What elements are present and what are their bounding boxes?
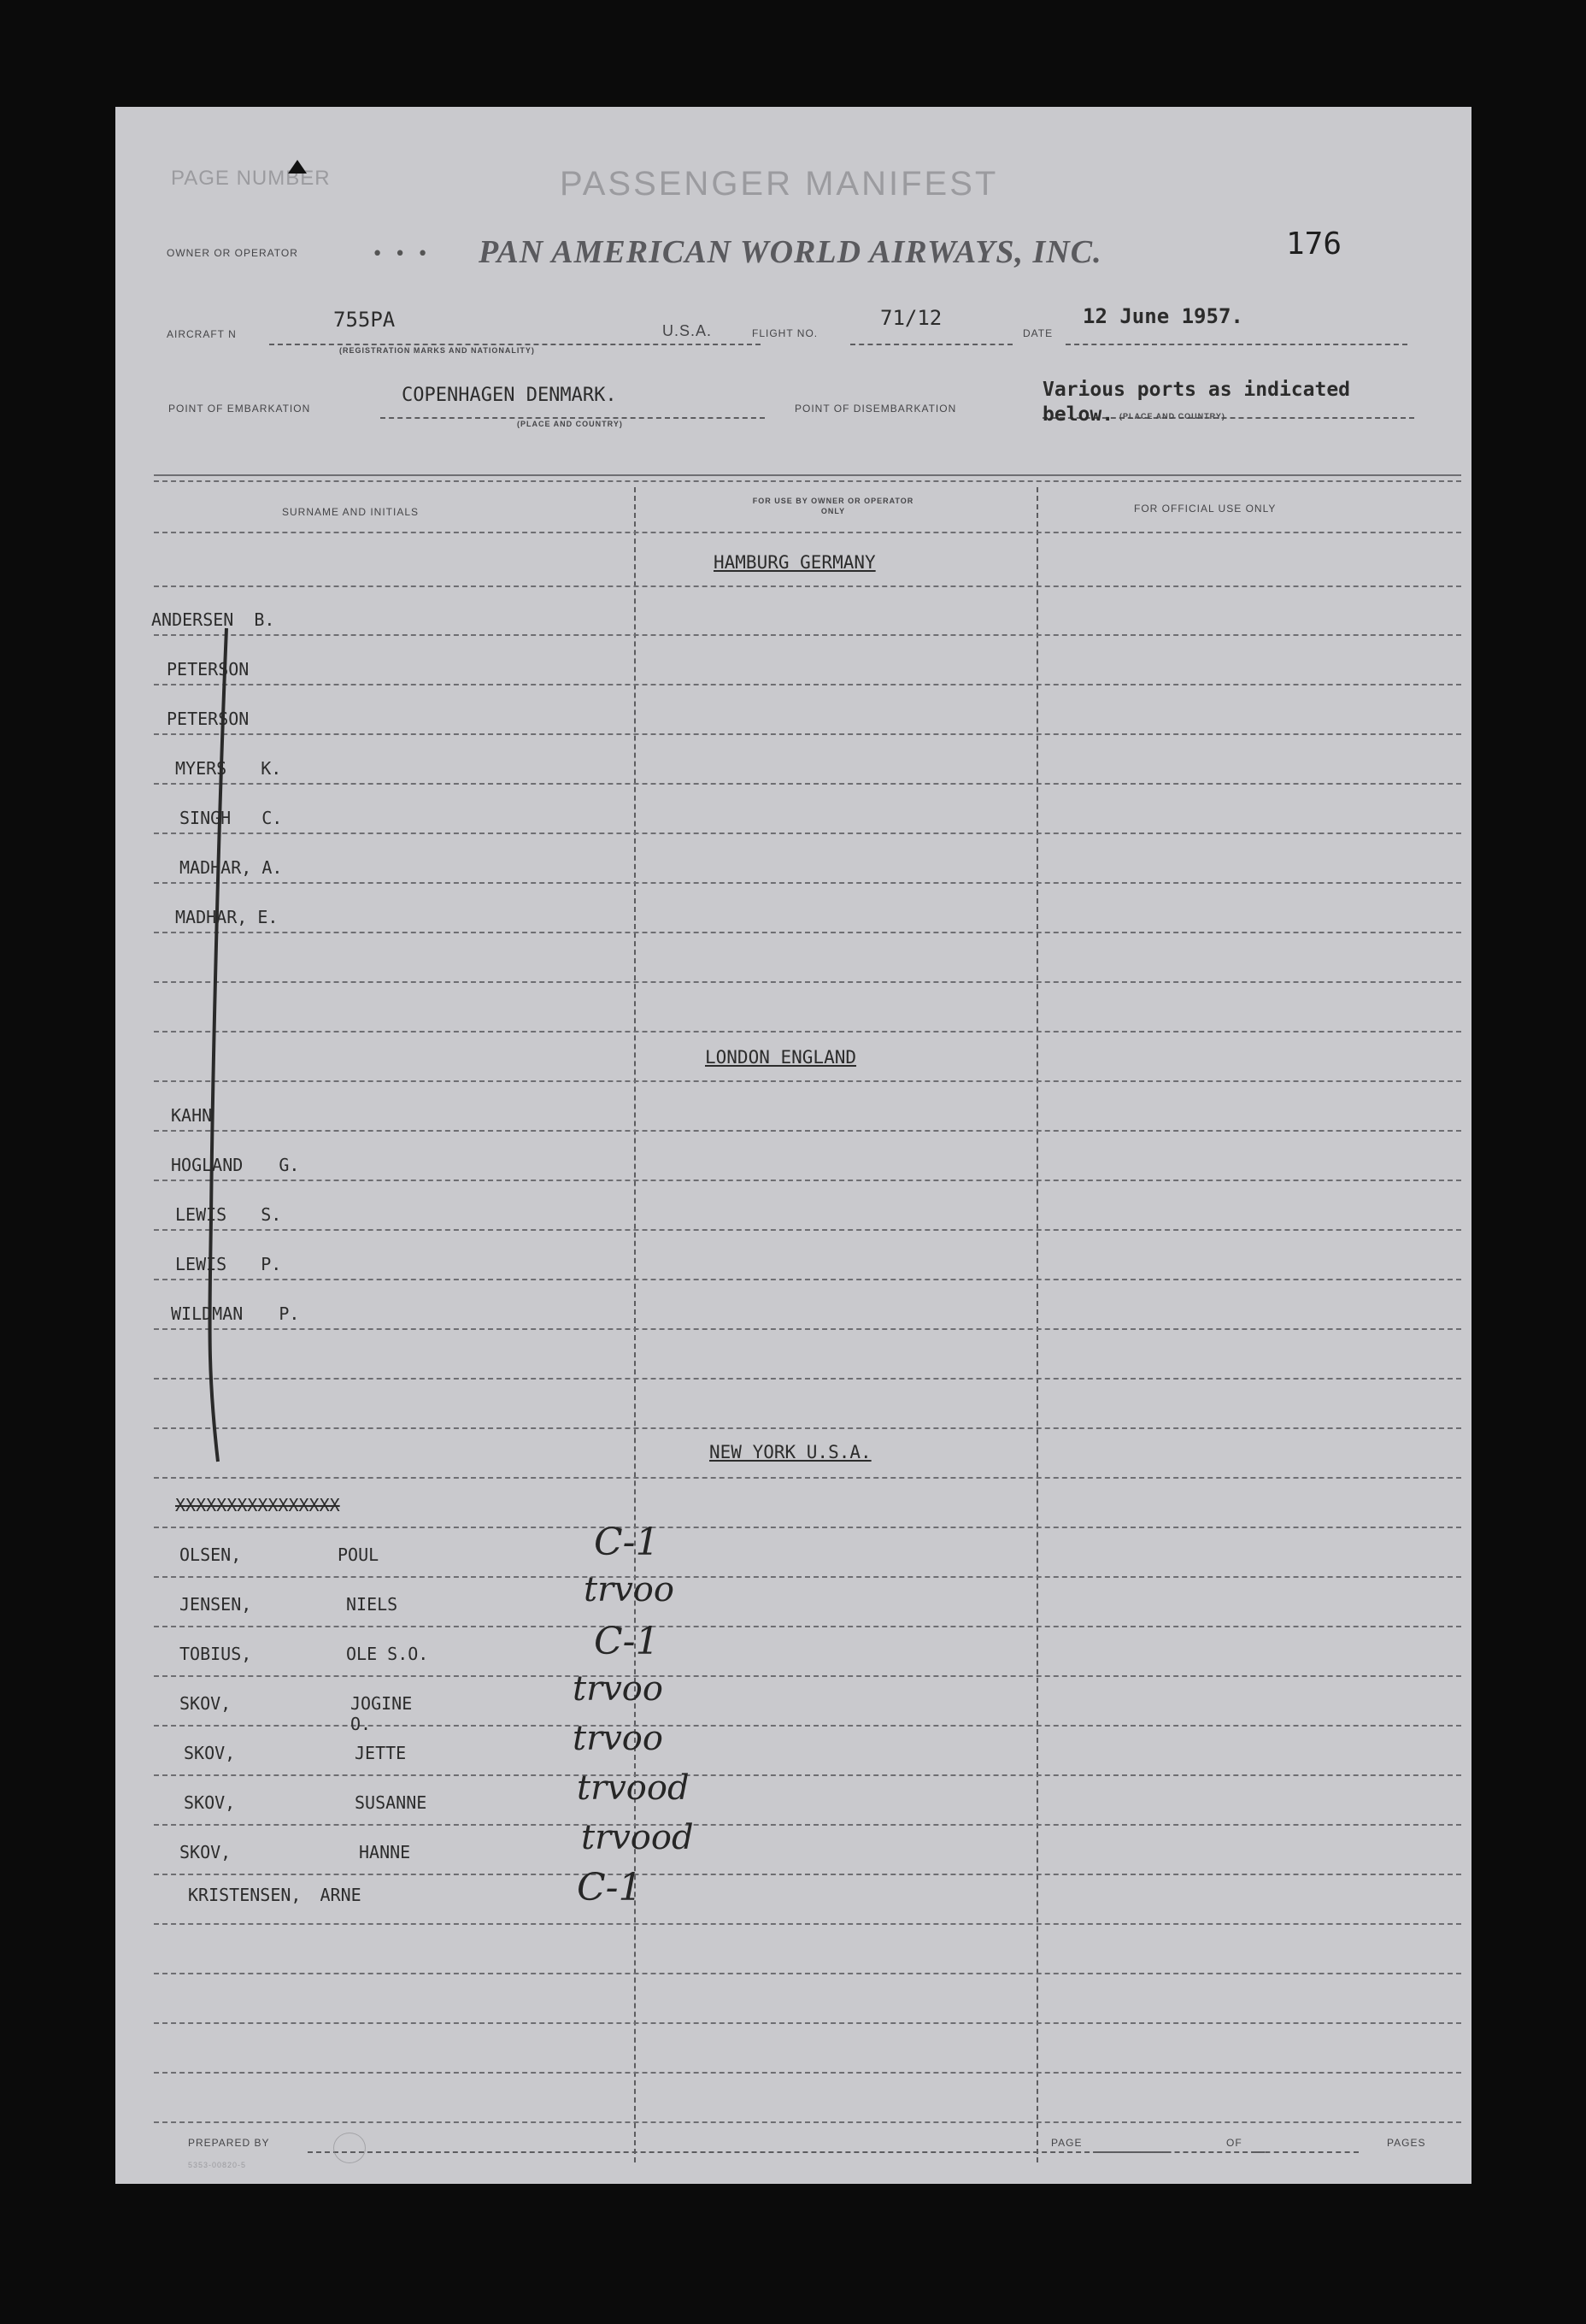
passenger-initials: A.: [261, 857, 283, 878]
handwritten-note: C-1: [577, 1866, 643, 1909]
row-rule: [154, 1031, 1461, 1033]
row-rule: [154, 1973, 1461, 1974]
row-rule: [154, 932, 1461, 933]
passenger-surname: OLSEN,: [179, 1544, 242, 1565]
row-rule: [154, 1180, 1461, 1181]
form-number: 5353-00820-5: [188, 2161, 247, 2169]
passenger-initials: SUSANNE: [355, 1792, 427, 1813]
row-rule: [154, 733, 1461, 735]
row-rule: [154, 1328, 1461, 1330]
page-label: PAGE: [1051, 2137, 1083, 2149]
handwritten-note: trvoo: [573, 1719, 663, 1758]
date-value: 12 June 1957.: [1083, 304, 1243, 328]
column-divider-1: [634, 487, 636, 2162]
passenger-initials: JOGINE O.: [350, 1693, 413, 1734]
passenger-surname: SINGH: [179, 808, 232, 828]
column-header-owner-use: FOR USE BY OWNER OR OPERATOR ONLY: [752, 497, 914, 515]
row-rule: [154, 1378, 1461, 1380]
owner-value: PAN AMERICAN WORLD AIRWAYS, INC.: [479, 234, 1102, 270]
handwritten-note: trvoo: [573, 1669, 663, 1709]
of-underline: [1256, 2151, 1359, 2153]
row-rule: [154, 684, 1461, 685]
passenger-surname: SKOV,: [184, 1792, 236, 1813]
passenger-surname: HOGLAND: [171, 1155, 244, 1175]
passenger-initials: E.: [257, 907, 279, 927]
passenger-initials: P.: [279, 1303, 300, 1324]
passenger-row: [179, 1693, 436, 1734]
row-rule: [154, 981, 1461, 983]
row-rule: [154, 2022, 1461, 2024]
of-label: OF: [1226, 2137, 1242, 2149]
passenger-surname: PETERSON: [167, 709, 250, 729]
passenger-surname: KAHN: [171, 1105, 213, 1126]
row-rule: [154, 585, 1461, 587]
table-top-rule: [154, 474, 1461, 476]
handwritten-note: trvoo: [584, 1570, 674, 1609]
disembarkation-value-1: Various ports as indicated: [1043, 379, 1351, 401]
bullet-marks: • • •: [372, 244, 429, 265]
row-rule: [154, 1427, 1461, 1429]
embarkation-underline: [380, 417, 765, 419]
passenger-initials: C.: [261, 808, 283, 828]
flight-label: FLIGHT NO.: [752, 327, 819, 339]
flight-underline: [850, 344, 1013, 345]
row-rule: [154, 1080, 1461, 1082]
handwritten-note: trvood: [577, 1768, 690, 1808]
date-underline: [1066, 344, 1407, 345]
row-rule: [154, 1626, 1461, 1627]
row-rule: [154, 532, 1461, 533]
form-title: PASSENGER MANIFEST: [560, 165, 999, 203]
row-rule: [154, 1675, 1461, 1677]
disembarkation-value-2: below.: [1043, 403, 1114, 426]
printer-seal-icon: [333, 2133, 366, 2163]
passenger-row: [179, 1594, 419, 1615]
row-rule: [154, 1576, 1461, 1578]
passenger-surname: ANDERSEN: [151, 609, 234, 630]
row-rule: [154, 1774, 1461, 1776]
section-heading-new-york: NEW YORK U.S.A.: [709, 1442, 872, 1462]
column-header-official-use: FOR OFFICIAL USE ONLY: [1134, 503, 1277, 515]
passenger-initials: S.: [261, 1204, 282, 1225]
page-number-stamp: PAGE NUMBER: [171, 167, 331, 190]
place-note-1: (PLACE AND COUNTRY): [517, 420, 623, 428]
passenger-surname: WILDMAN: [171, 1303, 244, 1324]
passenger-surname: SKOV,: [184, 1743, 236, 1763]
usa-label: U.S.A.: [662, 322, 713, 339]
passenger-initials: NIELS: [346, 1594, 398, 1615]
pages-label: PAGES: [1387, 2137, 1426, 2149]
passenger-initials: B.: [254, 609, 275, 630]
passenger-initials: JETTE: [355, 1743, 407, 1763]
row-rule: [154, 634, 1461, 636]
row-rule: [154, 1527, 1461, 1528]
row-rule: [154, 1279, 1461, 1280]
place-note-2: (PLACE AND COUNTRY): [1119, 412, 1225, 421]
passenger-row: [179, 1544, 419, 1565]
handwritten-note: trvood: [581, 1818, 694, 1857]
passenger-initials: POUL: [338, 1544, 379, 1565]
column-divider-2: [1037, 487, 1038, 2162]
passenger-surname: JENSEN,: [179, 1594, 252, 1615]
row-rule: [154, 1824, 1461, 1826]
section-heading-london: LONDON ENGLAND: [705, 1047, 857, 1068]
embarkation-value: COPENHAGEN DENMARK.: [402, 385, 617, 406]
manifest-sheet: [115, 107, 1471, 2184]
struck-out-line: XXXXXXXXXXXXXXXX: [175, 1495, 340, 1515]
date-label: DATE: [1023, 327, 1054, 339]
passenger-initials: ARNE: [320, 1885, 361, 1905]
disembarkation-label: POINT OF DISEMBARKATION: [795, 403, 957, 415]
passenger-row: [184, 1792, 440, 1813]
aircraft-label: AIRCRAFT N: [167, 328, 237, 340]
embarkation-label: POINT OF EMBARKATION: [168, 403, 311, 415]
row-rule: [154, 783, 1461, 785]
passenger-surname: SKOV,: [179, 1693, 232, 1714]
passenger-surname: MADHAR,: [179, 857, 252, 878]
passenger-row: [179, 1842, 436, 1862]
row-rule: [154, 833, 1461, 834]
section-heading-hamburg: HAMBURG GERMANY: [714, 552, 876, 573]
page-number: 176: [1286, 227, 1342, 262]
passenger-surname: KRISTENSEN,: [188, 1885, 302, 1905]
row-rule: [154, 1229, 1461, 1231]
passenger-surname: LEWIS: [175, 1204, 227, 1225]
row-rule: [154, 2121, 1461, 2123]
handwritten-note: C-1: [594, 1521, 660, 1564]
passenger-surname: MADHAR,: [175, 907, 248, 927]
row-rule: [154, 2072, 1461, 2074]
triangle-mark-icon: [288, 160, 307, 174]
row-rule: [154, 1477, 1461, 1479]
passenger-initials: K.: [261, 758, 282, 779]
passenger-surname: PETERSON: [167, 659, 250, 680]
passenger-surname: TOBIUS,: [179, 1644, 252, 1664]
table-top-rule-2: [154, 480, 1461, 482]
aircraft-value: 755PA: [333, 308, 396, 332]
passenger-row: [188, 1885, 361, 1905]
row-rule: [154, 1874, 1461, 1875]
page-underline: [1098, 2151, 1265, 2153]
owner-label: OWNER OR OPERATOR: [167, 247, 298, 259]
passenger-surname: LEWIS: [175, 1254, 227, 1274]
passenger-initials: G.: [279, 1155, 300, 1175]
prepared-by-underline: [308, 2151, 1166, 2153]
prepared-by-label: PREPARED BY: [188, 2137, 270, 2149]
bracket-mark-icon: [201, 620, 252, 1474]
passenger-initials: HANNE: [359, 1842, 411, 1862]
aircraft-underline: [269, 344, 761, 345]
row-rule: [154, 1130, 1461, 1132]
row-rule: [154, 882, 1461, 884]
flight-value: 71/12: [880, 306, 943, 330]
passenger-initials: P.: [261, 1254, 282, 1274]
row-rule: [154, 1923, 1461, 1925]
passenger-surname: SKOV,: [179, 1842, 232, 1862]
registration-note: (REGISTRATION MARKS AND NATIONALITY): [339, 346, 535, 355]
handwritten-note: C-1: [594, 1620, 660, 1663]
passenger-initials: OLE S.O.: [346, 1644, 429, 1664]
passenger-surname: MYERS: [175, 758, 227, 779]
passenger-row: [184, 1743, 440, 1763]
column-header-surname: SURNAME AND INITIALS: [282, 506, 420, 518]
passenger-row: [179, 1644, 436, 1664]
